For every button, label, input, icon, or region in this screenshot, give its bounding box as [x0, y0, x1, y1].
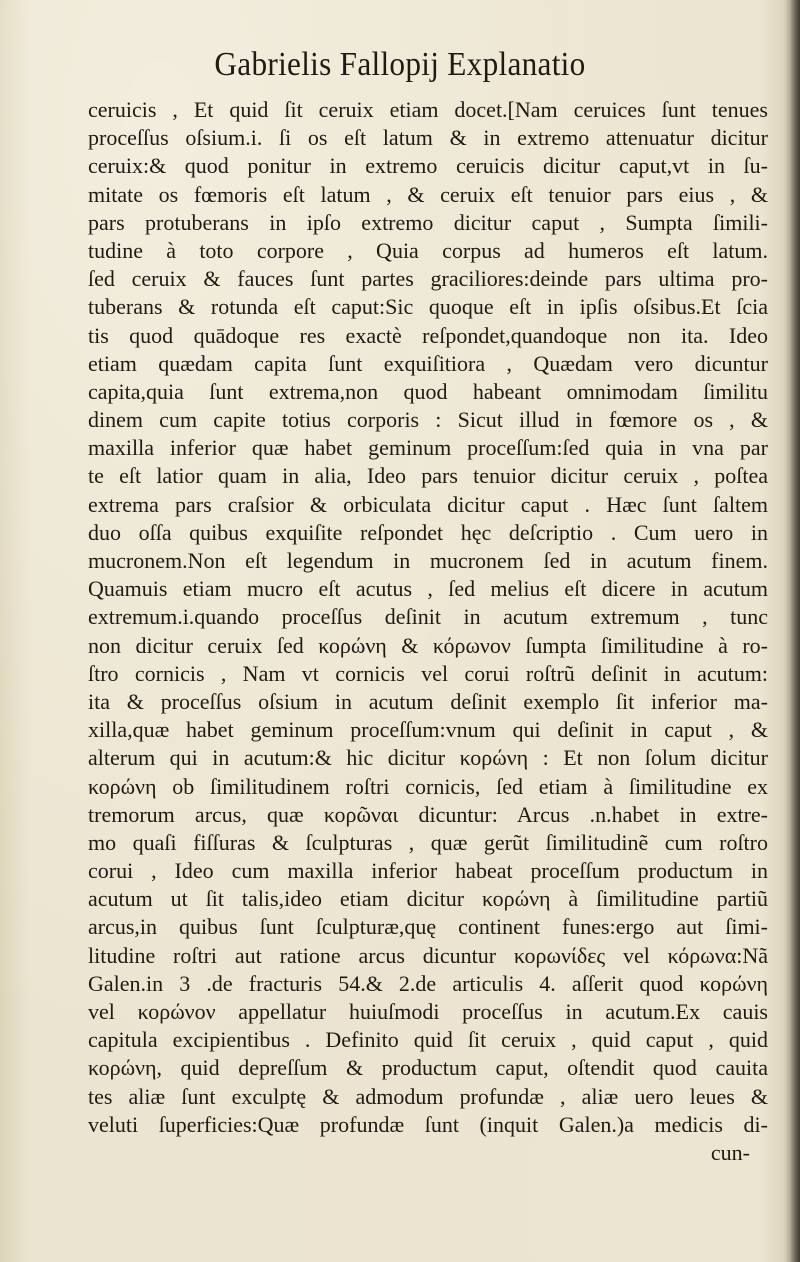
text-line: mo quaſi fiſſuras & ſculpturas , quæ gerũt ſimilitudinẽ cum roſtro	[88, 829, 768, 855]
text-line: κορώνη ob ſimilitudinem roſtri cornicis, ſed etiam à ſimilitudine ex	[88, 773, 768, 799]
text-line: xilla,quæ habet geminum proceſſum:vnum qui deſinit in caput , &	[88, 717, 768, 743]
text-line: tes aliæ ſunt exculptę & admodum profundæ , aliæ uero leues &	[88, 1083, 768, 1109]
text-line: mucronem.Non eſt legendum in mucronem ſed in acutum finem.	[88, 548, 768, 573]
text-line: pars protuberans in ipſo extremo dicitur caput , Sumpta ſimili-	[88, 209, 768, 235]
text-line: te eſt latior quam in alia, Ideo pars tenuior dicitur ceruix , poſtea	[88, 463, 768, 489]
text-line: ſtro cornicis , Nam vt cornicis vel corui roſtrũ deſinit in acutum:	[88, 660, 768, 686]
text-line: capita,quia ſunt extrema,non quod habeant omnimodam ſimilitu	[88, 378, 768, 404]
text-line: Galen.in 3 .de fracturis 54.& 2.de articulis 4. aſſerit quod κορώνη	[88, 970, 768, 996]
running-title: Gabrielis Fallopij Explanatio	[214, 46, 586, 83]
text-line: dinem cum capite totius corporis : Sicut illud in fœmore os , &	[88, 407, 768, 433]
text-line: ita & proceſſus oſsium in acutum deſinit exemplo ſit inferior ma-	[88, 688, 768, 714]
text-line: tudine à toto corpore , Quia corpus ad humeros eſt latum.	[88, 237, 768, 263]
text-line: capitula excipientibus . Definito quid ſit ceruix , quid caput , quid	[88, 1027, 768, 1053]
text-line: non dicitur ceruix ſed κορώνη & κόρωνον ſumpta ſimilitudine à ro-	[88, 632, 768, 658]
text-line: alterum qui in acutum:& hic dicitur κορώνη : Et non ſolum dicitur	[88, 745, 768, 771]
text-line: maxilla inferior quæ habet geminum proceſſum:ſed quia in vna par	[88, 435, 768, 461]
binding-gutter-shadow	[784, 0, 800, 1262]
text-line: acutum ut ſit talis,ideo etiam dicitur κορώνη à ſimilitudine partiũ	[88, 886, 768, 912]
text-line: extremum.i.quando proceſſus deſinit in acutum extremum , tunc	[88, 604, 768, 630]
text-line: veluti ſuperficies:Quæ profundæ ſunt (inquit Galen.)a medicis di-	[88, 1111, 768, 1137]
text-line: litudine roſtri aut ratione arcus dicuntur κορωνίδες vel κόρωνα:Nã	[88, 942, 768, 968]
text-line: tremorum arcus, quæ κορῶναι dicuntur: Arcus .n.habet in extre-	[88, 801, 768, 827]
text-line: corui , Ideo cum maxilla inferior habeat proceſſum productum in	[88, 858, 768, 884]
text-line: ſed ceruix & fauces ſunt partes graciliores:deinde pars ultima pro-	[88, 266, 768, 292]
text-line: Quamuis etiam mucro eſt acutus , ſed melius eſt dicere in acutum	[88, 576, 768, 602]
text-line: vel κορώνον appellatur huiuſmodi proceſſus in acutum.Ex cauis	[88, 999, 768, 1024]
text-line: extrema pars craſsior & orbiculata dicitur caput . Hæc ſunt ſaltem	[88, 491, 768, 517]
text-line: ceruix:& quod ponitur in extremo ceruicis dicitur caput,vt in ſu-	[88, 153, 768, 179]
text-line: cun-	[710, 1139, 750, 1165]
text-line: arcus,in quibus ſunt ſculpturæ,quę continent funes:ergo aut ſimi-	[88, 914, 768, 940]
text-line: ceruicis , Et quid ſit ceruix etiam docet.[Nam ceruices ſunt tenues	[88, 97, 768, 122]
text-line: etiam quædam capita ſunt exquiſitiora , Quædam vero dicuntur	[88, 350, 768, 376]
text-line: κορώνη, quid depreſſum & productum caput, oſtendit quod cauita	[88, 1055, 768, 1081]
text-line: tuberans & rotunda eſt caput:Sic quoque eſt in ipſis oſsibus.Et ſcia	[88, 294, 768, 320]
text-line: tis quod quādoque res exactè reſpondet,quandoque non ita. Ideo	[88, 322, 768, 348]
text-line: mitate os fœmoris eſt latum , & ceruix eſt tenuior pars eius , &	[88, 181, 768, 207]
body-text	[88, 96, 768, 1167]
text-line: proceſſus oſsium.i. ſi os eſt latum & in extremo attenuatur dicitur	[88, 125, 768, 151]
text-line: duo oſſa quibus exquiſite reſpondet hęc deſcriptio . Cum uero in	[88, 519, 768, 545]
